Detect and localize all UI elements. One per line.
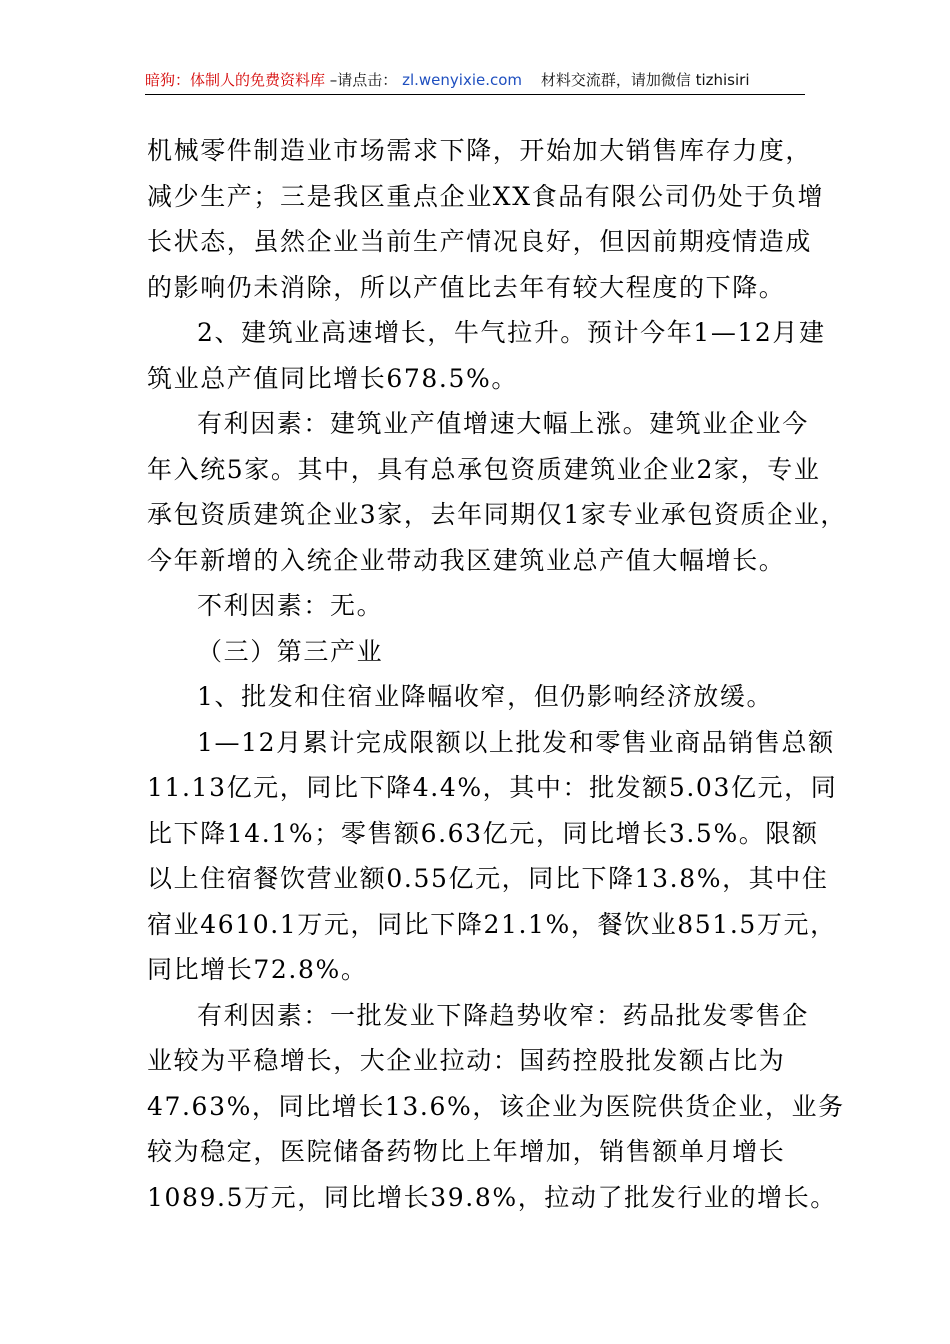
text-line: 业较为平稳增长，大企业拉动：国药控股批发额占比为 [147, 1046, 786, 1075]
page-header [145, 68, 805, 92]
text-line: 1—12月累计完成限额以上批发和零售业商品销售总额 [197, 727, 835, 757]
text-line: 机械零件制造业市场需求下降，开始加大销售库存力度， [147, 136, 813, 165]
text-line: 长状态，虽然企业当前生产情况良好，但因前期疫情造成 [147, 227, 813, 256]
text-line: 不利因素：无。 [197, 591, 384, 620]
text-line: 年入统5家。其中，具有总承包资质建筑业企业2家，专业 [147, 454, 821, 484]
text-line: 筑业总产值同比增长678.5%。 [147, 363, 518, 393]
text-line: 11.13亿元，同比下降4.4%，其中：批发额5.03亿元，同 [147, 773, 838, 802]
text-line: 有利因素：一批发业下降趋势收窄：药品批发零售企 [197, 1000, 809, 1030]
header-click-prompt: –请点击： [329, 71, 398, 89]
text-line: 47.63%，同比增长13.6%，该企业为医院供货企业，业务 [147, 1091, 845, 1121]
text-line: 有利因素：建筑业产值增速大幅上涨。建筑业企业今 [197, 409, 809, 438]
section-heading: 1、批发和住宿业降幅收窄，但仍影响经济放缓。 [197, 682, 774, 711]
document-body [147, 128, 848, 1220]
header-group-text: 材料交流群，请加微信 tizhisiri [540, 71, 750, 89]
header-brand: 暗狗：体制人的免费资料库 [145, 71, 326, 89]
header-divider [145, 94, 805, 95]
text-line: 1089.5万元，同比增长39.8%，拉动了批发行业的增长。 [147, 1182, 837, 1212]
text-line: 以上住宿餐饮营业额0.55亿元，同比下降13.8%，其中住 [147, 864, 829, 893]
text-line: 较为稳定，医院储备药物比上年增加，销售额单月增长 [147, 1137, 786, 1166]
text-line: 今年新增的入统企业带动我区建筑业总产值大幅增长。 [147, 545, 786, 575]
text-line: 承包资质建筑企业3家，去年同期仅1家专业承包资质企业， [147, 500, 848, 529]
text-line: 比下降14.1%；零售额6.63亿元，同比增长3.5%。限额 [147, 818, 819, 848]
text-line: 减少生产；三是我区重点企业XX食品有限公司仍处于负增 [147, 181, 825, 211]
section-heading: 2、建筑业高速增长，牛气拉升。预计今年1—12月建 [197, 318, 826, 347]
text-line: 的影响仍未消除，所以产值比去年有较大程度的下降。 [147, 272, 786, 302]
text-line: 同比增长72.8%。 [147, 955, 368, 984]
text-line: 宿业4610.1万元，同比下降21.1%，餐饮业851.5万元， [147, 909, 837, 939]
header-url-link[interactable]: zl.wenyixie.com [402, 71, 523, 89]
section-heading: （三）第三产业 [197, 636, 384, 666]
